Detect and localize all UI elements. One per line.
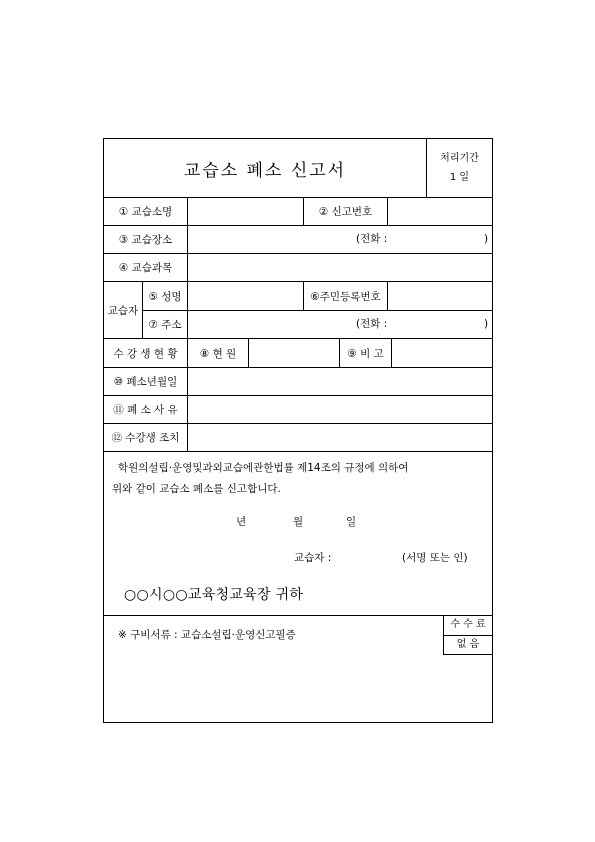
declaration-line-2: 위와 같이 교습소 폐소를 신고합니다.	[112, 483, 281, 495]
date-year: 년	[236, 516, 247, 528]
closure-reason-label: ⑪ 폐 소 사 유	[104, 395, 187, 423]
address-phone-open: (전화 :	[356, 318, 388, 330]
processing-period-label: 처리기간	[440, 153, 479, 164]
processing-period-value: 1 일	[449, 172, 470, 183]
processing-period-box	[426, 139, 492, 197]
closure-date-field	[187, 367, 492, 395]
resident-no-field	[387, 281, 492, 310]
resident-no-label: ⑥주민등록번호	[303, 281, 387, 310]
fee-divider	[444, 635, 492, 636]
closure-reason-field	[187, 395, 492, 423]
location-field	[187, 225, 492, 253]
fee-value: 없 음	[456, 639, 480, 650]
instructor-name-label: ⑤ 성명	[142, 281, 187, 310]
date-day: 일	[346, 516, 357, 528]
current-count-label: ⑧ 현 원	[187, 338, 248, 367]
center-name-field	[187, 197, 303, 225]
location-label: ③ 교습장소	[104, 225, 187, 253]
remarks-field	[391, 338, 492, 367]
fee-label: 수 수 료	[450, 619, 486, 630]
location-phone-close: )	[484, 233, 489, 245]
center-name-label: ① 교습소명	[104, 197, 187, 225]
remarks-label: ⑨ 비 고	[339, 338, 391, 367]
student-measures-label: ⑫ 수강생 조치	[104, 423, 187, 451]
address-label: ⑦ 주소	[142, 310, 187, 338]
closure-date-label: ⑩ 폐소년월일	[104, 367, 187, 395]
required-documents-note: ※ 구비서류 : 교습소설립·운영신고필증	[118, 629, 296, 641]
address-phone-close: )	[484, 318, 489, 330]
fee-box	[443, 616, 492, 655]
subject-label: ④ 교습과목	[104, 253, 187, 281]
declaration-section	[104, 451, 492, 615]
current-count-field	[248, 338, 339, 367]
closure-report-form	[103, 138, 493, 723]
signature-note: (서명 또는 인)	[402, 552, 468, 564]
subject-field	[187, 253, 492, 281]
declaration-line-1: 학원의설립·운영및과외교습에관한법률 제14조의 규정에 의하여	[118, 462, 409, 474]
student-measures-field	[187, 423, 492, 451]
students-status-label: 수 강 생 현 황	[104, 338, 187, 367]
date-month: 월	[293, 516, 304, 528]
report-no-label: ② 신고번호	[303, 197, 387, 225]
location-phone-open: (전화 :	[356, 233, 388, 245]
instructor-label: 교습자	[104, 281, 142, 338]
report-no-field	[387, 197, 492, 225]
addressee: ○○시○○교육청교육장 귀하	[124, 587, 304, 603]
form-title: 교습소 폐소 신고서	[183, 160, 347, 181]
footer-section	[104, 615, 492, 722]
instructor-name-field	[187, 281, 303, 310]
applicant-label: 교습자 :	[294, 552, 332, 564]
address-field	[187, 310, 492, 338]
